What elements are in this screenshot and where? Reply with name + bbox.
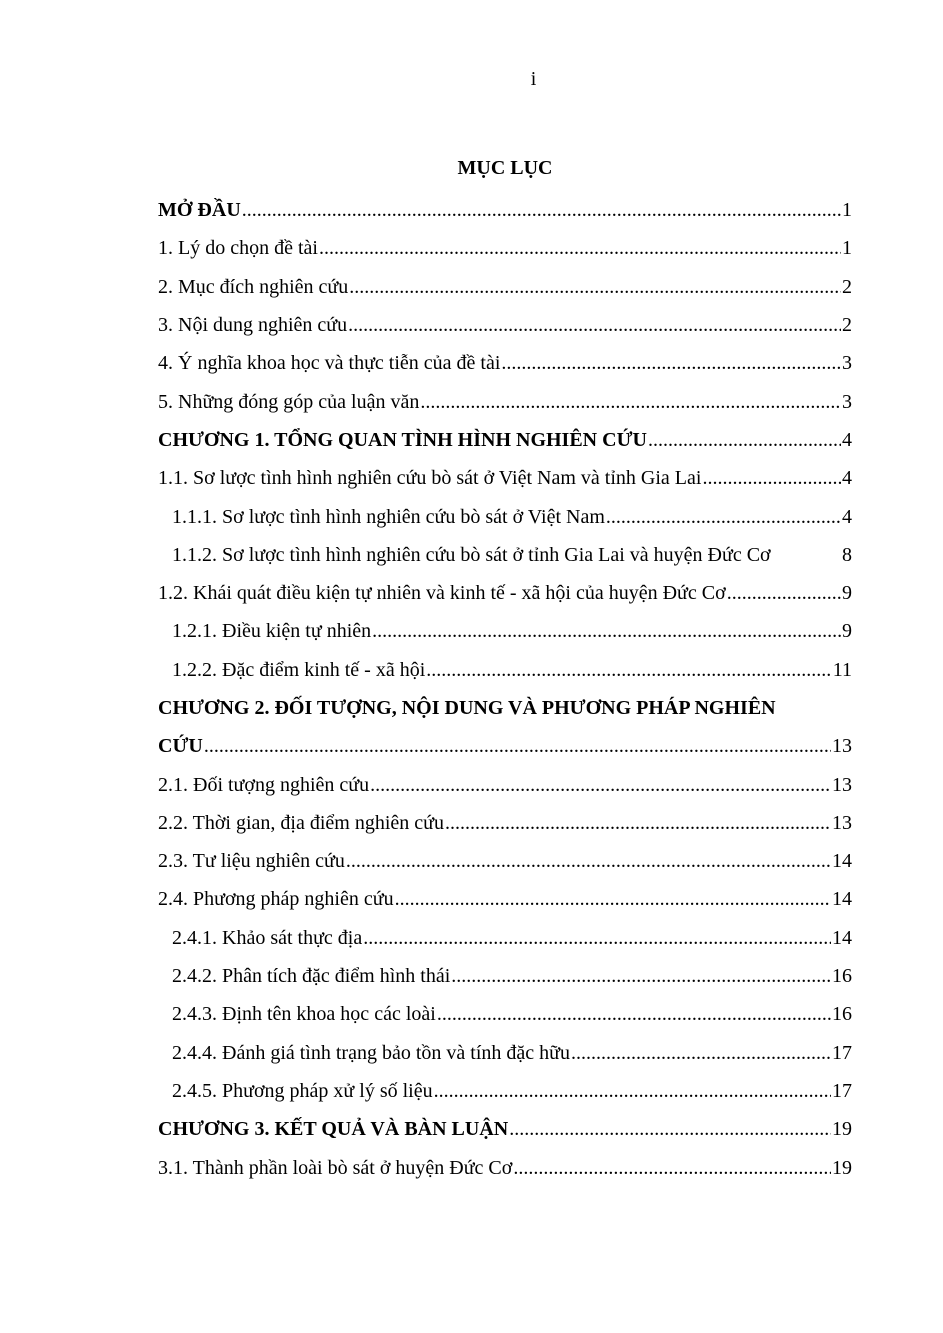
dot-leader	[434, 1081, 831, 1101]
toc-entry-page: 4	[842, 505, 852, 528]
toc-entry-page: 17	[832, 1041, 852, 1064]
dot-leader	[204, 736, 831, 756]
toc-entry[interactable]	[158, 651, 852, 689]
toc-entry-page: 16	[832, 965, 852, 988]
toc-entry-label: 1.2. Khái quát điều kiện tự nhiên và kinh tế - xã hội của huyện Đức Cơ	[158, 582, 726, 605]
dot-leader	[509, 1119, 831, 1139]
toc-entry[interactable]	[158, 268, 852, 306]
toc-entry-page: 9	[842, 620, 852, 643]
toc-entry-label: 2.4.5. Phương pháp xử lý số liệu	[172, 1079, 433, 1102]
toc-entry-page: 14	[832, 850, 852, 873]
toc-entry-page: 13	[832, 735, 852, 758]
dot-leader	[349, 277, 841, 297]
toc-entry[interactable]	[158, 1072, 852, 1110]
toc-entry[interactable]	[158, 957, 852, 995]
toc-entry-page: 1	[842, 237, 852, 260]
toc-entry-page: 11	[832, 658, 852, 681]
toc-entry-page: 4	[842, 428, 852, 451]
dot-leader	[319, 238, 841, 258]
toc-entry-label: 2.2. Thời gian, địa điểm nghiên cứu	[158, 811, 444, 834]
toc-entry[interactable]	[158, 1110, 852, 1148]
toc-entry[interactable]	[158, 842, 852, 880]
toc-entry[interactable]	[158, 1148, 852, 1186]
table-of-contents	[158, 191, 852, 1187]
toc-entry[interactable]	[158, 995, 852, 1033]
dot-leader	[727, 583, 841, 603]
page-title: MỤC LỤC	[457, 157, 553, 179]
toc-entry-page: 3	[842, 352, 852, 375]
toc-entry-page: 1	[842, 199, 852, 222]
toc-entry-label: MỞ ĐẦU	[158, 199, 241, 222]
toc-entry-label: 2.4.1. Khảo sát thực địa	[172, 926, 363, 949]
toc-entry-label: 2.1. Đối tượng nghiên cứu	[158, 773, 370, 796]
toc-entry[interactable]	[158, 804, 852, 842]
toc-entry-page: 19	[832, 1156, 852, 1179]
toc-entry[interactable]	[158, 344, 852, 382]
toc-entry-page: 13	[832, 811, 852, 834]
toc-entry-page: 17	[832, 1079, 852, 1102]
toc-entry-label: CHƯƠNG 3. KẾT QUẢ VÀ BÀN LUẬN	[158, 1118, 509, 1141]
toc-entry-label: CHƯƠNG 2. ĐỐI TƯỢNG, NỘI DUNG VÀ PHƯƠNG PHÁP NGHIÊN	[158, 697, 776, 719]
toc-entry-label: 1.1. Sơ lược tình hình nghiên cứu bò sát ở Việt Nam và tỉnh Gia Lai	[158, 467, 702, 490]
dot-leader	[648, 430, 841, 450]
toc-entry-page: 19	[832, 1118, 852, 1141]
dot-leader	[571, 1043, 831, 1063]
dot-leader	[426, 660, 831, 680]
toc-entry-label: 3. Nội dung nghiên cứu	[158, 314, 348, 337]
dot-leader	[346, 851, 831, 871]
toc-entry-page: 4	[842, 467, 852, 490]
page-number: i	[530, 68, 537, 90]
toc-entry[interactable]	[158, 574, 852, 612]
dot-leader	[445, 813, 831, 833]
toc-entry[interactable]	[158, 919, 852, 957]
dot-leader	[451, 966, 831, 986]
toc-entry-label: 1.1.2. Sơ lược tình hình nghiên cứu bò sát ở tỉnh Gia Lai và huyện Đức Cơ	[172, 543, 771, 566]
toc-entry-page: 14	[832, 926, 852, 949]
toc-entry-label: 3.1. Thành phần loài bò sát ở huyện Đức Cơ	[158, 1156, 513, 1179]
toc-entry[interactable]	[158, 382, 852, 420]
dot-leader	[702, 468, 841, 488]
toc-entry[interactable]	[158, 1034, 852, 1072]
toc-entry-label: 2.4.3. Định tên khoa học các loài	[172, 1003, 436, 1026]
toc-entry-label: 1.2.1. Điều kiện tự nhiên	[172, 620, 372, 643]
toc-entry[interactable]	[158, 880, 852, 918]
toc-entry-page: 9	[842, 582, 852, 605]
toc-entry-label: 4. Ý nghĩa khoa học và thực tiễn của đề tài	[158, 352, 501, 375]
toc-entry-label: 2.4.2. Phân tích đặc điểm hình thái	[172, 965, 451, 988]
dot-leader	[363, 928, 831, 948]
toc-entry[interactable]	[158, 306, 852, 344]
dot-leader	[370, 775, 831, 795]
toc-entry[interactable]	[158, 727, 852, 765]
toc-entry-label: 2.3. Tư liệu nghiên cứu	[158, 850, 345, 873]
toc-entry-page: 2	[842, 314, 852, 337]
dot-leader	[606, 507, 841, 527]
dot-leader	[420, 392, 841, 412]
dot-leader	[372, 621, 841, 641]
dot-leader	[501, 353, 841, 373]
toc-entry[interactable]	[158, 459, 852, 497]
toc-entry-label: CHƯƠNG 1. TỔNG QUAN TÌNH HÌNH NGHIÊN CỨU	[158, 428, 647, 451]
toc-entry[interactable]	[158, 612, 852, 650]
dot-leader	[395, 889, 831, 909]
dot-leader	[513, 1158, 831, 1178]
toc-entry-label: CỨU	[158, 735, 203, 758]
dot-leader	[437, 1004, 831, 1024]
dot-leader	[242, 200, 841, 220]
toc-entry-page: 14	[832, 888, 852, 911]
toc-entry[interactable]	[158, 229, 852, 267]
toc-entry-label: 2.4. Phương pháp nghiên cứu	[158, 888, 394, 911]
toc-entry-label: 2.4.4. Đánh giá tình trạng bảo tồn và tính đặc hữu	[172, 1041, 570, 1064]
toc-entry-page: 16	[832, 1003, 852, 1026]
toc-entry-label: 1.2.2. Đặc điểm kinh tế - xã hội	[172, 658, 426, 681]
toc-entry-label: 2. Mục đích nghiên cứu	[158, 275, 349, 298]
toc-entry-page: 13	[832, 773, 852, 796]
toc-entry-label: 1. Lý do chọn đề tài	[158, 237, 318, 260]
toc-entry-label: 1.1.1. Sơ lược tình hình nghiên cứu bò sát ở Việt Nam	[172, 505, 605, 528]
toc-entry-label: 5. Những đóng góp của luận văn	[158, 390, 420, 413]
toc-entry-page: 8	[842, 543, 852, 566]
toc-entry[interactable]	[158, 421, 852, 459]
toc-entry[interactable]	[158, 191, 852, 229]
dot-leader	[348, 315, 841, 335]
toc-entry[interactable]	[158, 536, 852, 574]
toc-entry-page: 2	[842, 275, 852, 298]
toc-entry[interactable]	[158, 497, 852, 535]
toc-entry-page: 3	[842, 390, 852, 413]
toc-entry[interactable]	[158, 765, 852, 803]
toc-entry[interactable]	[158, 689, 852, 727]
